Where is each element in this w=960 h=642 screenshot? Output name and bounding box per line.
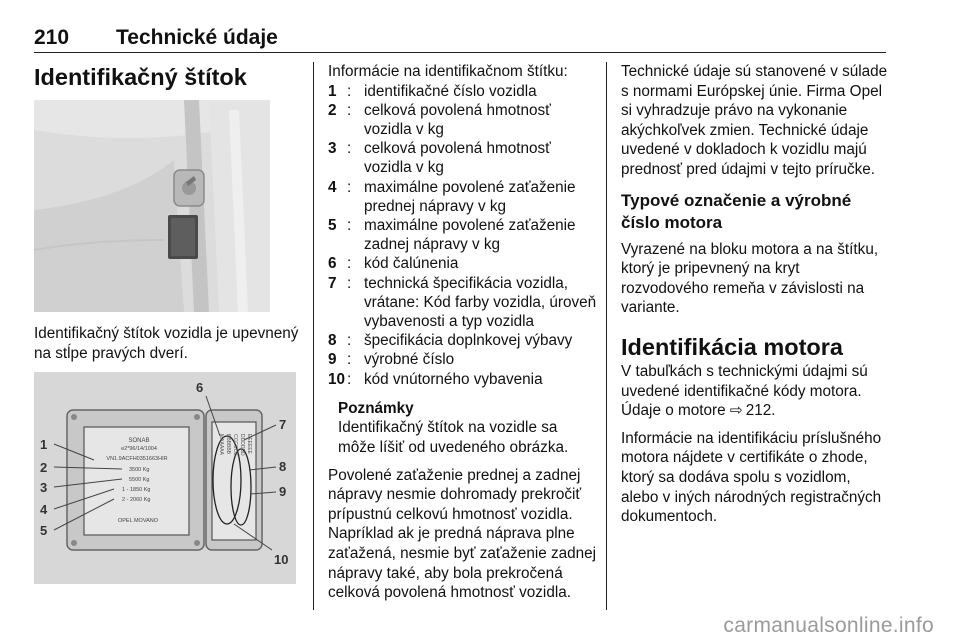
door-pillar-photo <box>34 100 270 312</box>
watermark: carmanualsonline.info <box>723 614 934 637</box>
callout-6: 6 <box>196 380 204 395</box>
engine-certificate-paragraph: Informácie na identifikáciu príslušného motora nájdete v certifikáte o zhode, ktorý sa dodáva spolu s vozidlom, alebo v iných národných registračných dokumentoch. <box>621 429 882 526</box>
column-3 <box>621 62 891 527</box>
door-pillar-illustration <box>34 100 270 312</box>
list-item: 8 : špecifikácia doplnkovej výbavy <box>328 332 573 350</box>
callout-2: 2 <box>40 460 48 475</box>
callout-8: 8 <box>279 459 287 474</box>
identification-plate-diagram <box>34 372 296 584</box>
column-1 <box>34 62 299 92</box>
page-reference-icon: ⇨ <box>729 402 743 420</box>
plate-line-5: 5500 Kg <box>129 477 150 483</box>
eu-standards-paragraph: Technické údaje sú stanovené v súlade s normami Európskej únie. Firma Opel si vyhradzuje právo na vykonanie akýchkoľvek zmien. Technické údaje uvedené v dokladoch k vozidlu majú prednosť pred údajmi v tejto príručke. <box>621 63 888 178</box>
callout-5: 5 <box>40 523 48 538</box>
axle-load-paragraph: Povolené zaťaženie prednej a zadnej nápravy nesmie dohromady prekročiť prípustnú celkovú hmotnosť vozidla. Napríklad ak je predná náprava plne zaťažená, nesmie byť zaťaženie zadnej nápravy také, aby bola prekročená celková povolená hmotnosť vozidla. <box>328 466 597 602</box>
section-heading-identification-plate: Identifikačný štítok <box>34 64 247 90</box>
engine-stamp-paragraph: Vyrazené na bloku motora a na štítku, ktorý je pripevnený na kryt rozvodového remeňa v závislosti na variante. <box>621 240 879 317</box>
page-header <box>34 26 886 53</box>
list-item: 5 : maximálne povolené zaťaženie zadnej nápravy v kg <box>328 217 576 254</box>
column-divider-2 <box>606 62 607 610</box>
plate-line-3: VN1.9ACFH0351663HIR <box>106 456 168 462</box>
svg-text:EEEEEE: EEEEEE <box>246 434 252 455</box>
callout-1: 1 <box>40 437 48 452</box>
page-reference[interactable]: 212 <box>745 402 772 420</box>
plate-line-7: 2 - 2060 Kg <box>122 497 151 503</box>
column-2 <box>328 62 598 603</box>
list-item: 4 : maximálne povolené zaťaženie prednej nápravy v kg <box>328 178 576 215</box>
engine-identification-heading: Identifikácia motora <box>621 333 843 360</box>
plate-location-caption: Identifikačný štítok vozidla je upevnený na stĺpe pravých dverí. <box>34 325 299 362</box>
callout-7: 7 <box>279 417 287 432</box>
svg-text:BBBBBB: BBBBBB <box>225 434 231 455</box>
note-title: Poznámky <box>338 399 414 417</box>
plate-line-4: 3500 Kg <box>129 467 150 473</box>
list-item: 1 : identifikačné číslo vozidla <box>328 82 537 100</box>
plate-line-6: 1 - 1850 Kg <box>122 487 151 493</box>
svg-text:DDDDDD: DDDDDD <box>239 434 245 456</box>
plate-info-list <box>328 82 598 389</box>
plate-info-intro: Informácie na identifikačnom štítku: <box>328 63 568 80</box>
callout-4: 4 <box>40 502 48 517</box>
plate-diagram-svg <box>34 372 296 584</box>
column-divider-1 <box>313 62 314 610</box>
plate-line-8: OPEL MOVANO <box>117 518 159 524</box>
list-item: 7 : technická špecifikácia vozidla, vrátane: Kód farby vozidla, úroveň vybavenosti a typ vozidla <box>328 274 597 331</box>
note-text: Identifikačný štítok na vozidle sa môže líšiť od uvedeného obrázka. <box>338 419 569 457</box>
callout-10: 10 <box>274 552 289 567</box>
plate-line-2: e2*96/14/1004 <box>121 446 157 452</box>
svg-text:MAAAAA: MAAAAA <box>218 434 224 455</box>
callout-9: 9 <box>279 484 287 499</box>
engine-codes-paragraph: V tabuľkách s technickými údajmi sú uvedené identifikačné kódy motora. Údaje o motore ⇨ 212. <box>621 362 868 420</box>
list-item: 2 : celková povolená hmotnosť vozidla v kg <box>328 101 551 138</box>
engine-type-heading: Typové označenie a výrobné číslo motora <box>621 190 852 232</box>
callout-3: 3 <box>40 480 48 495</box>
list-item: 9 : výrobné číslo <box>328 351 455 369</box>
plate-line-1: SONAB <box>128 438 150 444</box>
chapter-title: Technické údaje <box>116 26 278 49</box>
page-number: 210 <box>34 26 70 49</box>
list-item: 10 : kód vnútorného vybavenia <box>328 370 543 388</box>
svg-text:CCCCCC: CCCCCC <box>232 434 238 456</box>
list-item: 6 : kód čalúnenia <box>328 255 459 273</box>
list-item: 3 : celková povolená hmotnosť vozidla v kg <box>328 140 551 177</box>
note-box <box>338 399 598 458</box>
